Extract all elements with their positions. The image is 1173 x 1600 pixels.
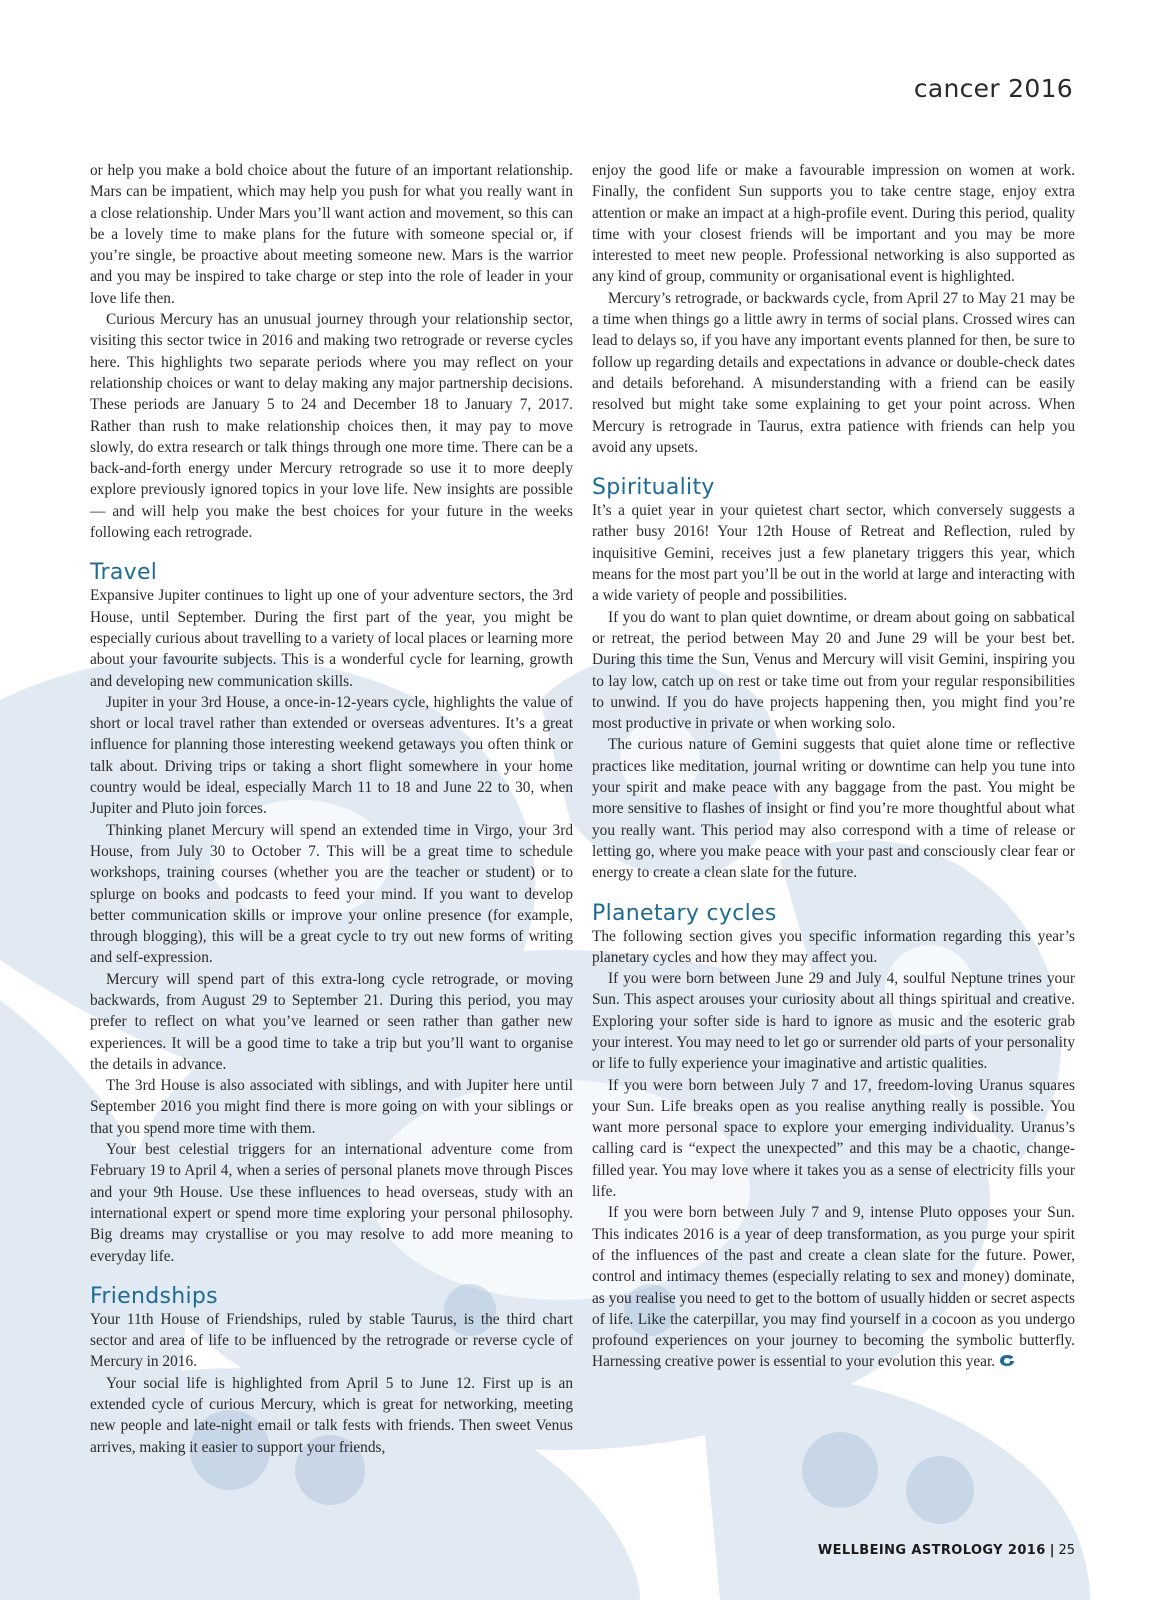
footer-brand: WELLBEING ASTROLOGY 2016 xyxy=(817,1543,1046,1558)
body-paragraph: enjoy the good life or make a favourable impression on women at work. Finally, the confident Sun supports you to take centre stage, enjoy extra attention or make an impact at a high-profile event. During this period, quality time with your closest friends will be important and you may be more interested to meet new people. Professional networking is also supported as any kind of group, community or organisational event is highlighted. xyxy=(592,162,1075,286)
body-paragraph: Jupiter in your 3rd House, a once-in-12-years cycle, highlights the value of short or local travel rather than extended or overseas adventures. It’s a great influence for planning those interesting weekend getaways you often think or talk about. Driving trips or taking a short flight somewhere in your home country would be ideal, especially March 11 to 18 and June 22 to 30, when Jupiter and Pluto join forces. xyxy=(90,693,573,818)
right-column xyxy=(592,160,1075,1373)
body-paragraph: Mercury will spend part of this extra-long cycle retrograde, or moving backwards, from August 29 to September 21. During this period, you may prefer to reflect on what you’ve learned or seen rather than gather new experiences. It will be a good time to take a trip but you’ll want to organise the details in advance. xyxy=(90,970,573,1073)
body-paragraph: If you were born between July 7 and 17, freedom-loving Uranus squares your Sun. Life breaks open as you realise anything really is possible. You want more personal space to explore your emerging individuality. Uranus’s calling card is “expect the unexpected” and this may be a chaotic, change-filled year. You may love where it takes you as a sense of electricity fills your life. xyxy=(592,1076,1075,1201)
section-heading: Planetary cycles xyxy=(592,900,777,926)
left-column xyxy=(90,160,573,1458)
body-paragraph: Thinking planet Mercury will spend an extended time in Virgo, your 3rd House, from July 30 to October 7. This will be a great time to schedule workshops, training courses (whether you are the teacher or student) or to splurge on books and podcasts to feed your mind. If you want to develop better communication skills or improve your online presence (for example, through blogging), this will be a great cycle to try out new forms of writing and self-expression. xyxy=(90,821,573,967)
body-paragraph: Your social life is highlighted from April 5 to June 12. First up is an extended cycle of curious Mercury, which is great for networking, meeting new people and late-night email or talk fests with friends. Then sweet Venus arrives, making it easier to support your friends, xyxy=(90,1374,573,1456)
body-paragraph: or help you make a bold choice about the future of an important relationship. Mars can be impatient, which may help you push for what you really want in a close relationship. Under Mars you’ll want action and movement, so this can be a lovely time to make plans for the future with someone special or, if you’re single, be proactive about meeting someone new. Mars is the warrior and you may be inspired to take charge or step into the role of leader in your love life then. xyxy=(90,162,573,307)
footer-separator: | xyxy=(1049,1543,1055,1558)
page-header-title: cancer 2016 xyxy=(913,74,1073,103)
section-heading: Friendships xyxy=(90,1283,218,1309)
body-paragraph: The 3rd House is also associated with siblings, and with Jupiter here until September 2016 you might find there is more going on with your siblings or that you spend more time with them. xyxy=(90,1077,573,1137)
body-paragraph: The curious nature of Gemini suggests that quiet alone time or reflective practices like meditation, journal writing or downtime can help you tune into your spirit and make peace with any baggage from the past. You might be more sensitive to flashes of insight or find you’re more thoughtful about what you really want. This period may also correspond with a time of release or letting go, where you make peace with your past and consciously clear fear or energy to create a clean slate for the future. xyxy=(592,736,1075,882)
body-paragraph: If you were born between June 29 and July 4, soulful Neptune trines your Sun. This aspect arouses your curiosity about all things spiritual and creative. Exploring your softer side is hard to ignore as music and the esoteric grab your interest. You may need to let go or surrender old parts of your personality or life to fully experience your imaginative and artistic qualities. xyxy=(592,970,1075,1073)
body-paragraph: The following section gives you specific information regarding this year’s planetary cycles and how they may affect you. xyxy=(592,927,1075,966)
body-paragraph: Expansive Jupiter continues to light up one of your adventure sectors, the 3rd House, until September. During the first part of the year, you might be especially curious about travelling to a variety of local places or learning more about your favourite subjects. This is a wonderful cycle for learning, growth and developing new communication skills. xyxy=(90,587,573,690)
section-heading: Travel xyxy=(90,560,158,586)
section-heading: Spirituality xyxy=(592,475,715,501)
body-paragraph: Your best celestial triggers for an international adventure come from February 19 to April 4, when a series of personal planets move through Pisces and your 9th House. Use these influences to head overseas, study with an international expert or spend more time exploring your personal philosophy. Big dreams may crystallise or you may resolve to add more meaning to everyday life. xyxy=(90,1141,573,1265)
page-number: 25 xyxy=(1058,1543,1075,1558)
body-paragraph: Curious Mercury has an unusual journey through your relationship sector, visiting this sector twice in 2016 and making two retrograde or reverse cycles here. This highlights two separate periods where you may reflect on your relationship choices or want to delay making any major partnership decisions. These periods are January 5 to 24 and December 18 to January 7, 2017. Rather than rush to make relationship choices then, it may pay to move slowly, do extra research or talk things through one more time. There can be a back-and-forth energy under Mercury retrograde so use it to more deeply explore previously ignored topics in your love life. New insights are possible — and will help you make the best choices for your future in the weeks following each retrograde. xyxy=(90,311,573,542)
body-paragraph: Mercury’s retrograde, or backwards cycle, from April 27 to May 21 may be a time when things go a little awry in terms of social plans. Crossed wires can lead to delays so, if you have any important events planned for then, be sure to follow up regarding details and expectations in advance or double-check dates and details beforehand. A misunderstanding with a friend can be easily resolved but might take some explaining to get your point across. When Mercury is retrograde in Taurus, extra patience with friends can help you avoid any upsets. xyxy=(592,289,1075,456)
body-paragraph: It’s a quiet year in your quietest chart sector, which conversely suggests a rather busy 2016! Your 12th House of Retreat and Reflection, ruled by inquisitive Gemini, receives just a few planetary triggers this year, which means for the most part you’ll be out in the world at large and interacting with a wide variety of people and possibilities. xyxy=(592,502,1075,605)
body-paragraph: Your 11th House of Friendships, ruled by stable Taurus, is the third chart sector and area of life to be influenced by the retrograde or reverse cycle of Mercury in 2016. xyxy=(90,1310,573,1371)
body-paragraph: If you do want to plan quiet downtime, or dream about going on sabbatical or retreat, the period between May 20 and June 29 will be your best bet. During this time the Sun, Venus and Mercury will visit Gemini, inspiring you to lay low, catch up on rest or take time out from your regular responsibilities to unwind. If you do have projects happening then, you might find you’re most productive in private or when working solo. xyxy=(592,608,1075,733)
page-footer xyxy=(818,1543,1075,1558)
end-mark-icon xyxy=(999,1354,1015,1367)
body-paragraph: If you were born between July 7 and 9, intense Pluto opposes your Sun. This indicates 2016 is a year of deep transformation, as you purge your spirit of the influences of the past and create a clean slate for the future. Power, control and intimacy themes (especially relating to sex and money) dominate, as you realise you need to get to the bottom of usually hidden or secret aspects of life. Like the caterpillar, you may find yourself in a cocoon as you undergo profound experiences on your journey to becoming the symbolic butterfly. Harnessing creative power is essential to your evolution this year. xyxy=(592,1204,1075,1371)
